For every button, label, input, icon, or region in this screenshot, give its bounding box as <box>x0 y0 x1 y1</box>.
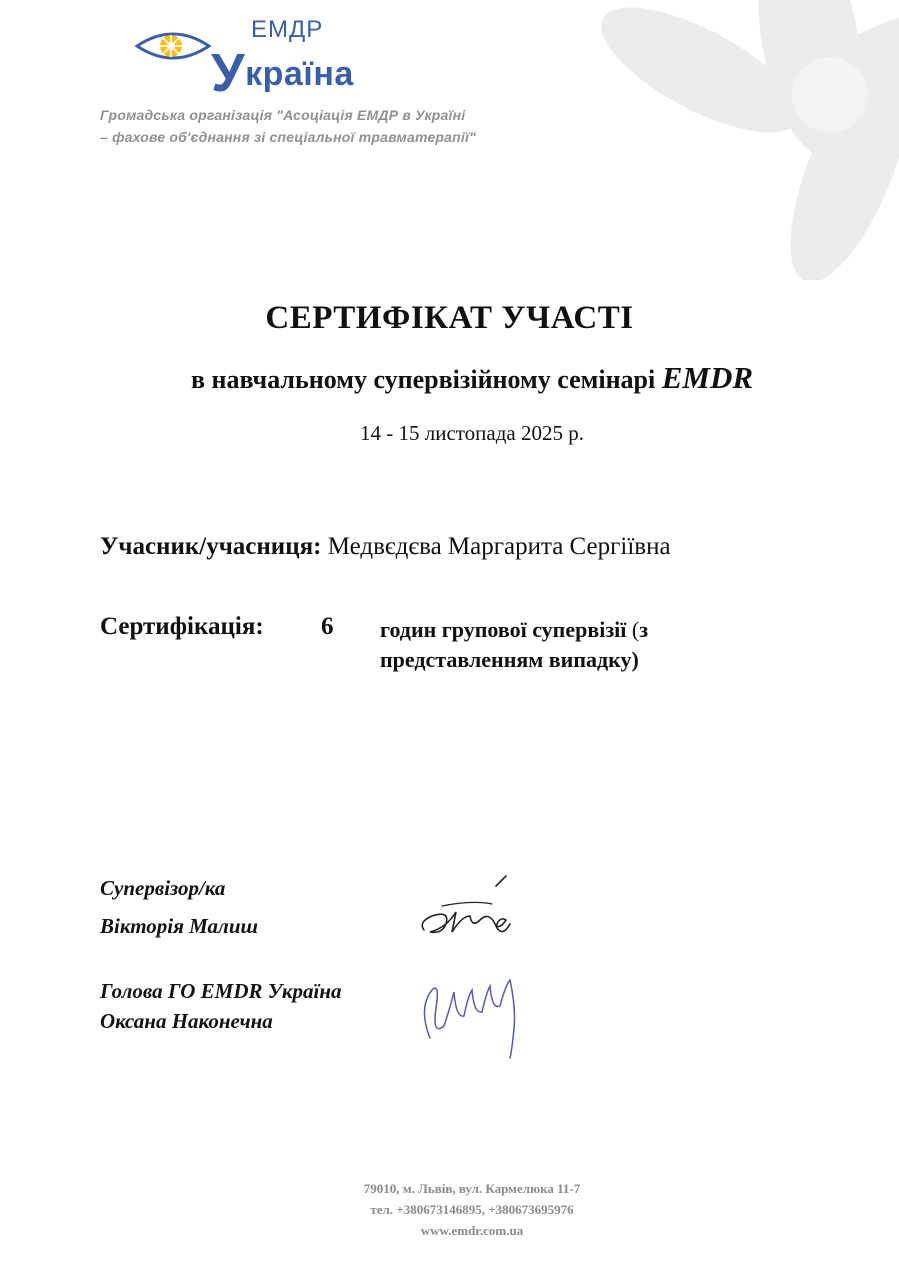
footer-website: www.emdr.com.ua <box>420 1223 524 1238</box>
certification-description-bold: годин групової супервізії <box>380 617 627 642</box>
certification-hours: 6 <box>321 613 334 640</box>
logo-top-text: ЕМДР <box>251 16 324 43</box>
head-block <box>100 976 342 1036</box>
participant-name: Медвєдєва Маргарита Сергіївна <box>327 533 671 560</box>
logo-main-rest: країна <box>245 55 354 93</box>
certification-paren: ( <box>626 617 640 642</box>
logo-main-cap: У <box>211 43 246 103</box>
supervisor-role: Супервізор/ка <box>100 876 226 900</box>
organization-line-1: Громадська організація "Асоціація ЕМДР в Україні <box>100 107 466 123</box>
supervisor-signature-icon <box>412 872 522 944</box>
participant-row <box>100 533 671 561</box>
logo-main-text <box>211 36 354 103</box>
certificate-title: СЕРТИФІКАТ УЧАСТІ <box>265 300 634 336</box>
flower-decoration-icon <box>600 0 899 280</box>
organization-line-2: – фахове об'єднання зі спеціальної травматерапії" <box>100 129 476 145</box>
footer-phones: тел. +380673146895, +380673695976 <box>370 1202 574 1217</box>
participant-label: Учасник/учасниця: <box>100 533 322 560</box>
head-name: Оксана Наконечна <box>100 1009 273 1033</box>
supervisor-block <box>100 869 258 945</box>
emdr-ukraine-logo <box>133 12 393 103</box>
supervisor-name: Вікторія Малиш <box>100 914 258 938</box>
seminar-dates: 14 - 15 листопада 2025 р. <box>360 421 584 445</box>
head-signature-icon <box>410 968 530 1060</box>
footer <box>0 1178 899 1241</box>
head-role: Голова ГО EMDR Україна <box>100 979 342 1003</box>
footer-address: 79010, м. Львів, вул. Кармелюка 11-7 <box>363 1181 581 1196</box>
subtitle-prefix: в навчальному супервізійному семінарі <box>190 365 656 394</box>
subtitle-emphasis: EMDR <box>661 360 754 395</box>
organization-name <box>100 104 476 148</box>
certificate-subtitle <box>0 360 899 396</box>
eye-icon <box>133 26 213 66</box>
certification-description <box>380 615 740 675</box>
certification-label: Сертифікація: <box>100 613 264 640</box>
certification-description-rest: з представленням випадку) <box>380 617 649 672</box>
